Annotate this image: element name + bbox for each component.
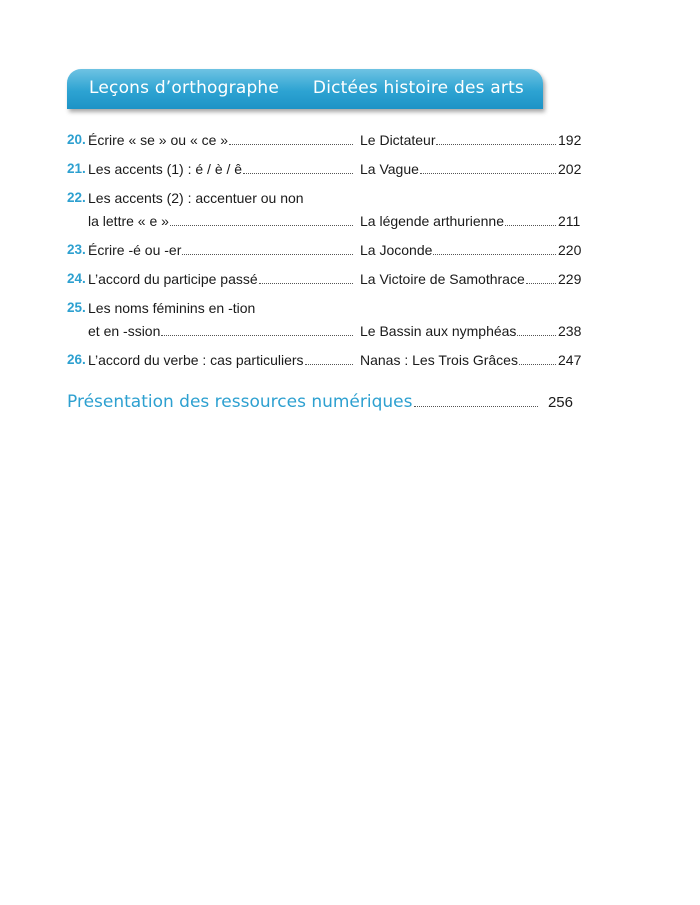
- presentation-title: Présentation des ressources numériques: [67, 392, 413, 412]
- dictation-title-text: Le Dictateur: [360, 132, 436, 148]
- page-number: 247: [558, 352, 582, 368]
- dot-leader: [505, 225, 556, 226]
- toc-entry: [67, 160, 582, 178]
- lesson-title[interactable]: [88, 351, 355, 369]
- dot-leader: [305, 364, 353, 365]
- dot-leader: [170, 225, 353, 226]
- dictation-title-text: La Victoire de Samothrace: [360, 271, 525, 287]
- toc-entry: [67, 270, 582, 288]
- dictation-title[interactable]: [360, 270, 558, 288]
- dictations-column-title: Dictées histoire des arts: [312, 78, 524, 98]
- toc-entry: [67, 241, 582, 259]
- lesson-title[interactable]: [88, 322, 355, 340]
- section-header-banner: [67, 69, 543, 109]
- dot-leader: [519, 364, 556, 365]
- dictation-title-text: La Vague: [360, 161, 419, 177]
- toc-entry: [67, 131, 582, 149]
- lesson-title-text: Les accents (1) : é / è / ê: [88, 161, 243, 177]
- lesson-title-text: L’accord du verbe : cas particuliers: [88, 352, 304, 368]
- page-number: 211: [558, 213, 581, 229]
- lesson-title[interactable]: [88, 241, 355, 259]
- dot-leader: [259, 283, 353, 284]
- toc-entry: [67, 299, 582, 340]
- toc-entry: [67, 189, 581, 230]
- lesson-title-text: Écrire « se » ou « ce »: [88, 132, 229, 148]
- entry-number: 23.: [67, 242, 86, 257]
- dictation-title[interactable]: [360, 212, 558, 230]
- dot-leader: [517, 335, 556, 336]
- lesson-title-text[interactable]: Les noms féminins en -tion: [88, 300, 256, 316]
- dot-leader: [414, 406, 538, 407]
- dictation-title-text: La Joconde: [360, 242, 433, 258]
- entry-number: 22.: [67, 190, 86, 205]
- lessons-column-title: Leçons d’orthographe: [89, 78, 280, 98]
- dot-leader: [526, 283, 556, 284]
- page-number: 220: [558, 242, 582, 258]
- dot-leader: [436, 144, 556, 145]
- dot-leader: [229, 144, 353, 145]
- dictation-title-text: Le Bassin aux nymphéas: [360, 323, 517, 339]
- entry-number: 25.: [67, 300, 86, 315]
- entry-number: 26.: [67, 352, 86, 367]
- dot-leader: [420, 173, 556, 174]
- table-of-contents: [67, 131, 582, 380]
- dictation-title[interactable]: [360, 131, 558, 149]
- page-number: 256: [547, 394, 573, 411]
- lesson-title[interactable]: [88, 212, 355, 230]
- presentation-entry[interactable]: [67, 390, 573, 412]
- lesson-title-text: Écrire -é ou -er: [88, 242, 182, 258]
- dictation-title[interactable]: [360, 160, 558, 178]
- lesson-title-text[interactable]: Les accents (2) : accentuer ou non: [88, 190, 304, 206]
- dictation-title-text: Nanas : Les Trois Grâces: [360, 352, 518, 368]
- dictation-title-text: La légende arthurienne: [360, 213, 505, 229]
- dot-leader: [433, 254, 556, 255]
- entry-number: 24.: [67, 271, 86, 286]
- entry-number: 21.: [67, 161, 86, 176]
- dictation-title[interactable]: [360, 351, 558, 369]
- toc-entry: [67, 351, 582, 369]
- dot-leader: [161, 335, 353, 336]
- lesson-title-text: et en -ssion: [88, 323, 161, 339]
- lesson-title-text: la lettre « e »: [88, 213, 169, 229]
- lesson-title[interactable]: [88, 131, 355, 149]
- dot-leader: [182, 254, 353, 255]
- dot-leader: [243, 173, 353, 174]
- dictation-title[interactable]: [360, 241, 558, 259]
- dictation-title[interactable]: [360, 322, 558, 340]
- entry-number: 20.: [67, 132, 86, 147]
- lesson-title[interactable]: [88, 270, 355, 288]
- lesson-title-text: L’accord du participe passé: [88, 271, 258, 287]
- lesson-title[interactable]: [88, 160, 355, 178]
- page-number: 192: [558, 132, 582, 148]
- page-number: 229: [558, 271, 582, 287]
- page-number: 202: [558, 161, 582, 177]
- page-number: 238: [558, 323, 582, 339]
